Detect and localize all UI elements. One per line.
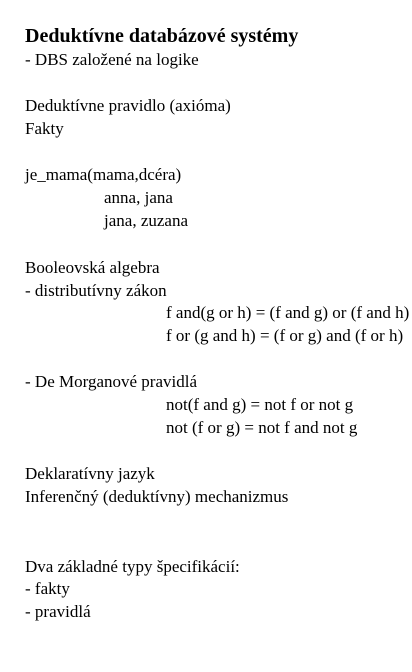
boolean-heading: Booleovská algebra	[25, 258, 160, 277]
specification-heading: Dva základné typy špecifikácií:	[25, 557, 240, 576]
specification-item-facts: - fakty	[25, 579, 70, 598]
predicate-line: je_mama(mama,dcéra)	[25, 165, 182, 184]
inference-mechanism-line: Inferenčný (deduktívny) mechanizmus	[25, 487, 289, 506]
demorgan-equation-2: not (f or g) = not f and not g	[166, 418, 358, 437]
distributive-equation-2: f or (g and h) = (f or g) and (f or h)	[166, 326, 404, 345]
distributive-label: - distributívny zákon	[25, 281, 167, 300]
fact-line-2: jana, zuzana	[104, 211, 188, 230]
document-subtitle: - DBS založené na logike	[25, 50, 199, 69]
demorgan-equation-1: not(f and g) = not f or not g	[166, 395, 354, 414]
rule-line: Deduktívne pravidlo (axióma)	[25, 96, 231, 115]
demorgan-label: - De Morganové pravidlá	[25, 372, 197, 391]
document-title: Deduktívne databázové systémy	[25, 25, 299, 47]
distributive-equation-1: f and(g or h) = (f and g) or (f and h)	[166, 303, 410, 322]
facts-line: Fakty	[25, 119, 64, 138]
fact-line-1: anna, jana	[104, 188, 173, 207]
specification-item-rules: - pravidlá	[25, 602, 91, 621]
declarative-language-line: Deklaratívny jazyk	[25, 464, 155, 483]
